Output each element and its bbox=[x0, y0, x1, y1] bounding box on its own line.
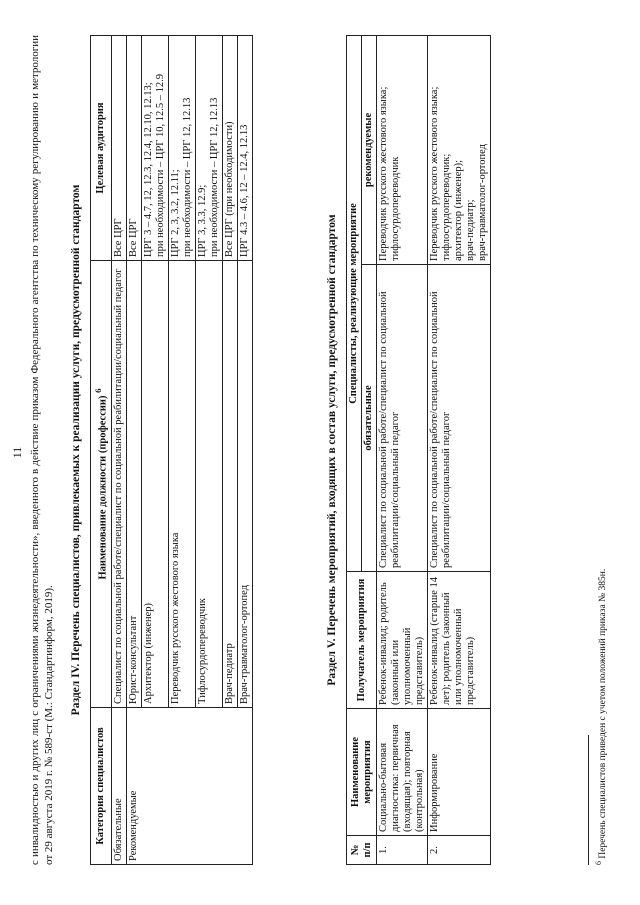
footnote bbox=[594, 569, 608, 865]
recommended-cell: Переводчик русского жестового языка; тифлосурдопереводчик; архитектор (инженер); врач-педиатр; врач-травматолог-ортопед bbox=[428, 36, 491, 265]
header-profession-label: Наименование должности (профессии) bbox=[97, 395, 109, 580]
audience-cell: ЦРГ 4.3 – 4.6, 12 – 12.4, 12.13 bbox=[237, 36, 252, 261]
audience-cell: Все ЦРГ bbox=[126, 36, 141, 261]
profession-cell: Врач-педиатр bbox=[222, 261, 237, 708]
header-specialists: Специалисты, реализующие мероприятие bbox=[347, 36, 362, 572]
header-recommended: рекомендуемые bbox=[362, 36, 377, 265]
profession-cell: Тифлосурдопереводчик bbox=[195, 261, 222, 708]
header-category: Категория специалистов bbox=[91, 708, 112, 865]
header-profession bbox=[91, 261, 112, 708]
section-4-heading: Раздел IV. Перечень специалистов, привлекаемых к реализации услуги, предусмотренной стандартом bbox=[70, 184, 82, 716]
num-cell: 2. bbox=[428, 836, 491, 865]
header-num: № п/п bbox=[347, 836, 377, 865]
profession-cell: Юрист-консультант bbox=[126, 261, 141, 708]
activities-table bbox=[346, 35, 491, 865]
header-name: Наименование мероприятия bbox=[347, 709, 377, 836]
page-number: 11 bbox=[10, 446, 24, 459]
footnote-marker: 6 bbox=[594, 861, 603, 865]
table-header-row bbox=[347, 36, 362, 865]
audience-cell: Все ЦРГ bbox=[111, 36, 126, 261]
activity-name-cell: Информирование bbox=[428, 709, 491, 836]
footnote-divider bbox=[588, 735, 589, 865]
section-5-heading: Раздел V. Перечень мероприятий, входящих в состав услуги, предусмотренной стандартом bbox=[326, 214, 338, 686]
header-recipient: Получатель мероприятия bbox=[347, 572, 377, 709]
table-row bbox=[377, 36, 428, 865]
num-cell: 1. bbox=[377, 836, 428, 865]
profession-cell: Архитектор (инженер) bbox=[141, 261, 168, 708]
recommended-cell: Переводчик русского жестового языка; тифлосурдопереводчик bbox=[377, 36, 428, 265]
activity-name-cell: Социально-бытовая диагностика: первичная (входящая); повторная (контрольная) bbox=[377, 709, 428, 836]
intro-paragraph: с инвалидностью и других лиц с ограничениями жизнедеятельности», введенного в действие приказом Федерального агентства по техническому регулированию и метрологии от 29 августа 2019 г. № 589-ст (М.: Стандартинформ, 2019). bbox=[29, 35, 55, 865]
audience-cell: ЦРГ 3, 3.3, 12.9; при необходимости – ЦРГ 12, 12.13 bbox=[195, 36, 222, 261]
table-row bbox=[111, 36, 126, 865]
table-row bbox=[126, 36, 141, 865]
audience-cell: ЦРГ 2, 3, 3.2, 12.11; при необходимости – ЦРГ 12, 12.13 bbox=[168, 36, 195, 261]
recipient-cell: Ребенок-инвалид (старше 14 лет); родитель (законный или уполномоченный представитель) bbox=[428, 572, 491, 709]
mandatory-cell: Специалист по социальной работе/специалист по социальной реабилитации/социальный педагог bbox=[428, 265, 491, 572]
category-cell: Обязательные bbox=[111, 708, 126, 865]
audience-cell: ЦРГ 3 – 4.7, 12, 12.3, 12.4, 12.10, 12.13; при необходимости – ЦРГ 10, 12.5 – 12.9 bbox=[141, 36, 168, 261]
profession-cell: Специалист по социальной работе/специалист по социальной реабилитации/социальный педагог bbox=[111, 261, 126, 708]
category-cell: Рекомендуемые bbox=[126, 708, 252, 865]
table-header-row bbox=[91, 36, 112, 865]
header-mandatory: обязательные bbox=[362, 265, 377, 572]
table-row bbox=[428, 36, 491, 865]
profession-cell: Переводчик русского жестового языка bbox=[168, 261, 195, 708]
footnote-ref: 6 bbox=[93, 388, 103, 393]
footnote-text: Перечень специалистов приведен с учетом положений приказа № 385н. bbox=[598, 568, 609, 862]
profession-cell: Врач-травматолог-ортопед bbox=[237, 261, 252, 708]
header-audience: Целевая аудитория bbox=[91, 36, 112, 261]
recipient-cell: Ребенок-инвалид; родитель (законный или уполномоченный представитель) bbox=[377, 572, 428, 709]
specialists-table bbox=[90, 35, 253, 865]
mandatory-cell: Специалист по социальной работе/специалист по социальной реабилитации/социальный педагог bbox=[377, 265, 428, 572]
audience-cell: Все ЦРГ (при необходимости) bbox=[222, 36, 237, 261]
